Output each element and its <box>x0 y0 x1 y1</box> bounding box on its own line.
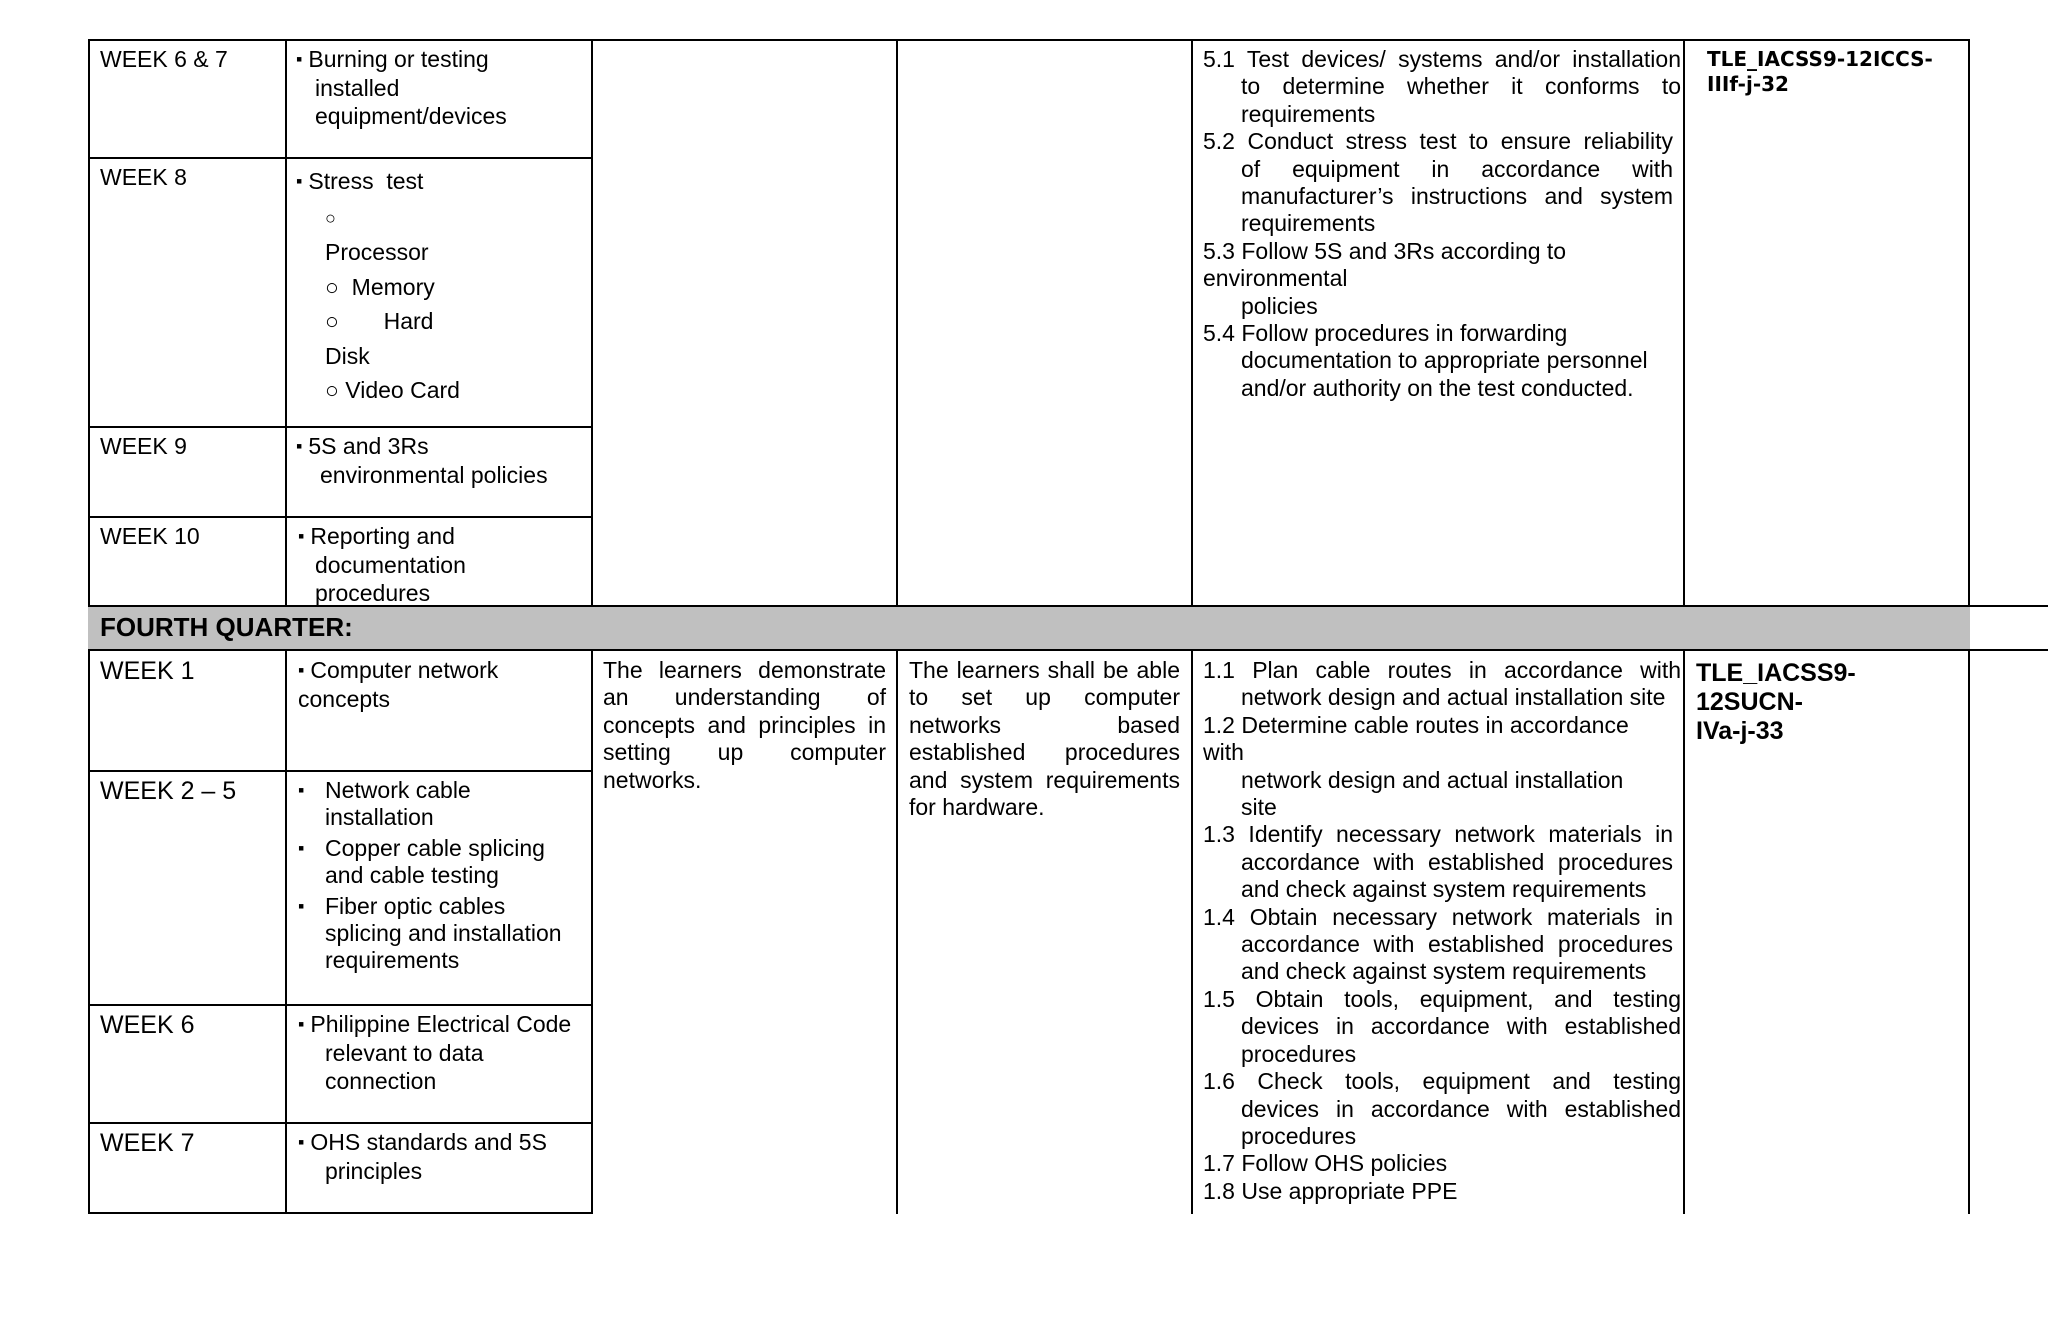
competency-line: environmental <box>1203 265 1348 292</box>
content-standard-cell <box>603 657 886 794</box>
performance-standard-line: to set up computer <box>909 684 1180 711</box>
week-label: WEEK 9 <box>100 433 187 459</box>
competency-line: network design and actual installation site <box>1241 684 1666 711</box>
performance-standard-line: for hardware. <box>909 794 1045 821</box>
content-line: requirements <box>325 947 460 974</box>
row-divider <box>88 157 286 159</box>
competency-line: 5.2 Conduct stress test to ensure reliability <box>1203 128 1673 155</box>
content-cell <box>296 46 586 130</box>
col-divider <box>1191 39 1193 606</box>
content-line: connection <box>325 1067 437 1094</box>
competency-line: and check against system requirements <box>1241 958 1647 985</box>
week-label: WEEK 7 <box>100 1129 195 1157</box>
competency-line: manufacturer’s instructions and system <box>1241 183 1673 210</box>
week-label: WEEK 6 & 7 <box>100 46 228 72</box>
content-standard-line: The learners demonstrate <box>603 657 886 683</box>
content-line: ○ Memory <box>325 273 435 300</box>
col-divider <box>1683 650 1685 1214</box>
competency-line: procedures <box>1241 1040 1357 1067</box>
content-line: ▪ Philippine Electrical Code <box>298 1011 592 1040</box>
row-divider <box>88 1004 592 1006</box>
content-line: installation <box>325 804 434 831</box>
content-line: ○ Video Card <box>325 377 460 403</box>
content-line: splicing and installation <box>325 920 562 947</box>
content-line: ▪ Network cable <box>325 777 471 803</box>
competency-line: 1.4 Obtain necessary network materials in <box>1203 903 1673 930</box>
content-cell <box>298 1129 588 1186</box>
content-line: ▪ Stress test <box>296 164 586 201</box>
table-border-bottom <box>88 1212 592 1214</box>
competency-line: accordance with established procedures <box>1241 848 1673 875</box>
content-line: ▪ Copper cable splicing <box>325 834 545 861</box>
content-standard-line: setting up computer <box>603 739 886 766</box>
competency-line: with <box>1203 739 1244 766</box>
quarter-heading: FOURTH QUARTER: <box>100 612 353 642</box>
content-cell <box>296 164 586 408</box>
content-cell <box>298 523 588 607</box>
competency-line: 5.3 Follow 5S and 3Rs according to <box>1203 237 1567 264</box>
competency-line: 1.7 Follow OHS policies <box>1203 1150 1448 1177</box>
col-divider <box>896 39 898 606</box>
competency-line: 1.3 Identify necessary network materials in <box>1203 821 1673 848</box>
content-line: and cable testing <box>325 862 499 889</box>
week-label: WEEK 8 <box>100 164 187 190</box>
competency-line: 1.6 Check tools, equipment and testing <box>1203 1068 1681 1095</box>
col-border-left <box>88 650 90 1214</box>
week-label: WEEK 1 <box>100 657 195 685</box>
content-line: ○ Hard <box>325 308 434 334</box>
bullet-item <box>298 893 588 975</box>
content-line: ○ <box>325 207 336 228</box>
content-standard-line: networks. <box>603 766 702 793</box>
row-divider <box>88 1122 592 1124</box>
content-cell <box>296 433 586 490</box>
competency-line: and check against system requirements <box>1241 876 1647 903</box>
competency-line: policies <box>1241 292 1318 319</box>
competency-line: 5.4 Follow procedures in forwarding <box>1203 320 1568 347</box>
performance-standard-line: networks based <box>909 711 1180 738</box>
competency-line: requirements <box>1241 210 1376 237</box>
code-line: IVa-j-33 <box>1696 717 1784 745</box>
competencies-cell <box>1203 657 1681 1205</box>
performance-standard-line: established procedures <box>909 739 1180 766</box>
competencies-cell <box>1203 46 1681 402</box>
competency-line: documentation to appropriate personnel <box>1241 347 1648 374</box>
content-line: procedures <box>315 579 431 606</box>
col-divider <box>1683 39 1685 606</box>
code-line: TLE_IACSS9-12ICCS- <box>1707 47 1933 71</box>
content-line: ▪ 5S and 3Rs <box>296 433 586 462</box>
performance-standard-cell <box>909 657 1180 821</box>
performance-standard-line: The learners shall be able <box>909 657 1180 683</box>
code-line: TLE_IACSS9- <box>1696 659 1856 687</box>
competency-line: devices in accordance with established <box>1241 1095 1681 1122</box>
competency-line: to determine whether it conforms to <box>1241 73 1681 100</box>
competency-line: 1.1 Plan cable routes in accordance with <box>1203 657 1681 683</box>
band-border-bottom <box>88 649 2048 651</box>
content-line: Processor <box>325 239 429 265</box>
content-line: documentation <box>315 552 466 579</box>
content-cell <box>298 1011 592 1095</box>
competency-line: requirements <box>1241 100 1376 127</box>
competency-line: of equipment in accordance with <box>1241 155 1673 182</box>
bullet-item <box>298 835 588 890</box>
content-standard-line: concepts and principles in <box>603 711 886 738</box>
competency-line: network design and actual installation <box>1241 766 1624 793</box>
col-divider <box>285 650 287 1214</box>
content-line: ▪ Fiber optic cables <box>325 892 506 919</box>
content-cell <box>298 777 588 975</box>
content-line: ▪ Burning or testing <box>296 46 586 75</box>
competency-line: 1.5 Obtain tools, equipment, and testing <box>1203 985 1681 1012</box>
row-divider <box>88 770 592 772</box>
content-line: concepts <box>298 686 391 713</box>
content-line: relevant to data <box>325 1040 484 1067</box>
col-divider <box>591 650 593 1214</box>
table-border-top <box>88 39 1970 41</box>
col-border-right <box>1968 649 1970 1214</box>
competency-line: 5.1 Test devices/ systems and/or installation <box>1203 46 1681 72</box>
col-border-right <box>1968 39 1970 606</box>
content-line: installed <box>315 75 400 102</box>
competency-line: 1.8 Use appropriate PPE <box>1203 1177 1458 1204</box>
col-divider <box>591 39 593 606</box>
row-divider <box>88 426 592 428</box>
col-divider <box>896 650 898 1214</box>
competency-line: and/or authority on the test conducted. <box>1241 374 1634 401</box>
code-line: IIIf-j-32 <box>1707 72 1789 96</box>
bullet-item <box>298 777 588 832</box>
performance-standard-line: and system requirements <box>909 766 1180 793</box>
content-standard-line: an understanding of <box>603 684 886 711</box>
col-border-left <box>88 39 90 606</box>
content-line: Disk <box>325 342 370 369</box>
col-divider <box>1191 650 1193 1214</box>
content-line: principles <box>325 1158 423 1185</box>
content-line: ▪ OHS standards and 5S <box>298 1129 588 1158</box>
content-line: equipment/devices <box>315 102 507 129</box>
content-line: environmental policies <box>320 462 548 489</box>
content-line: ▪ Reporting and <box>298 523 588 552</box>
content-line: ▪ Computer network <box>298 657 588 686</box>
code-line: 12SUCN- <box>1696 688 1803 716</box>
competency-line: site <box>1241 794 1277 821</box>
row-divider <box>88 516 592 518</box>
week-label: WEEK 10 <box>100 523 200 549</box>
competency-line: accordance with established procedures <box>1241 931 1673 958</box>
row-divider <box>286 157 592 159</box>
competency-line: devices in accordance with established <box>1241 1013 1681 1040</box>
competency-line: 1.2 Determine cable routes in accordance <box>1203 711 1629 738</box>
col-divider <box>285 39 287 606</box>
week-label: WEEK 2 – 5 <box>100 777 237 805</box>
fourth-quarter-band <box>88 606 1970 650</box>
competency-line: procedures <box>1241 1122 1357 1149</box>
week-label: WEEK 6 <box>100 1011 195 1039</box>
content-cell <box>298 657 588 714</box>
